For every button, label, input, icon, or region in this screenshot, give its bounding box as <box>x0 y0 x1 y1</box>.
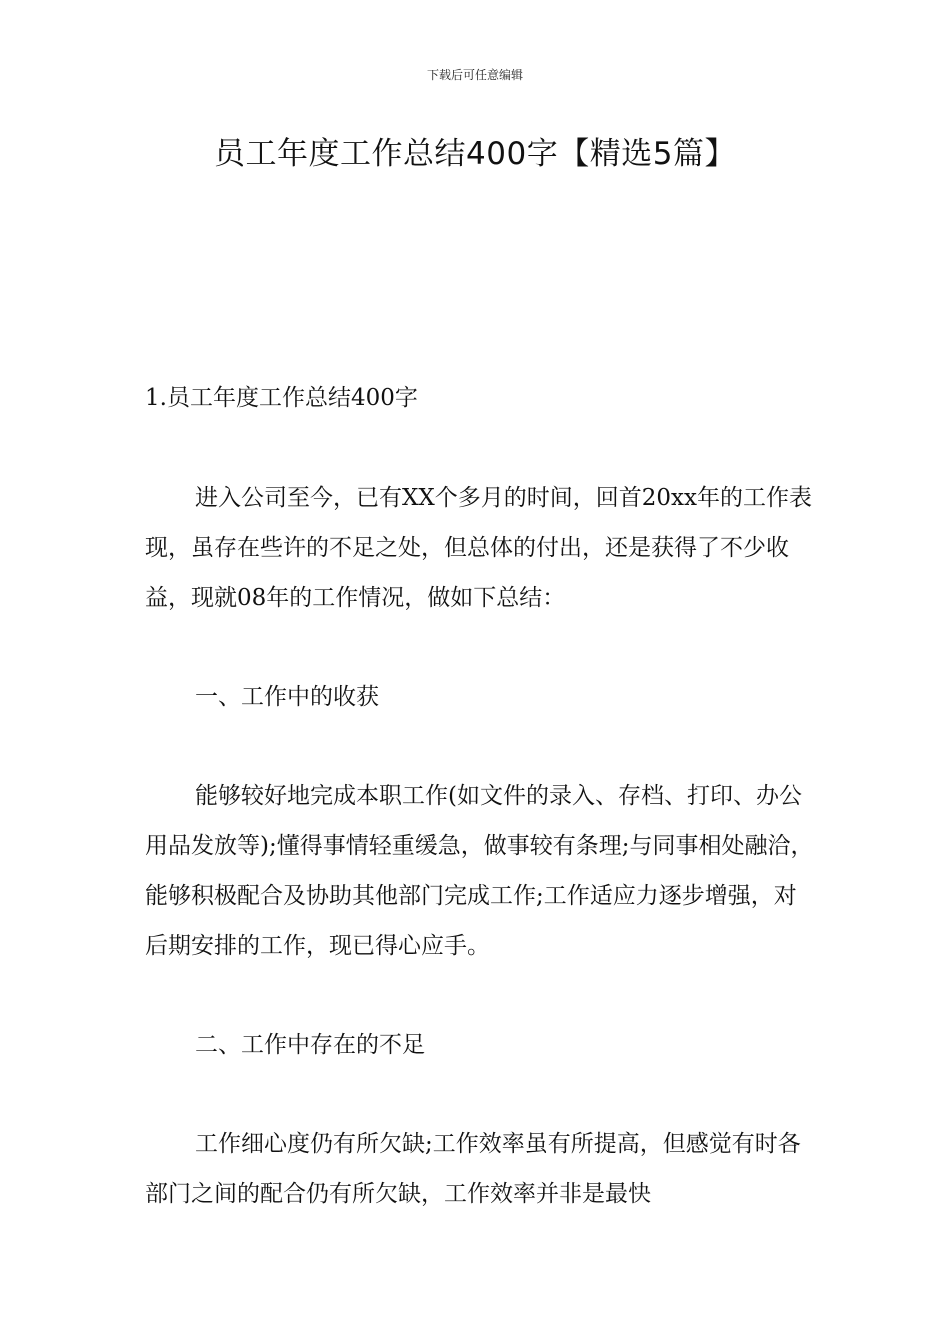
heading-gains: 一、工作中的收获 <box>195 684 379 710</box>
header-note: 下载后可任意编辑 <box>426 68 523 82</box>
heading-shortcomings: 二、工作中存在的不足 <box>195 1032 425 1058</box>
document-title: 员工年度工作总结400字【精选5篇】 <box>214 136 736 172</box>
paragraph-shortcomings: 工作细心度仍有所欠缺;工作效率虽有所提高，但感觉有时各部门之间的配合仍有所欠缺，工作效率并非是最快 <box>145 1131 801 1207</box>
paragraph-intro: 进入公司至今，已有XX个多月的时间，回首20xx年的工作表现，虽存在些许的不足之处，但总体的付出，还是获得了不少收益，现就08年的工作情况，做如下总结： <box>145 485 812 611</box>
paragraph-gains: 能够较好地完成本职工作(如文件的录入、存档、打印、办公用品发放等);懂得事情轻重缓急，做事较有条理;与同事相处融洽，能够积极配合及协助其他部门完成工作;工作适应力逐步增强，对后期安排的工作，现已得心应手。 <box>145 783 814 959</box>
section-title: 1.员工年度工作总结400字 <box>145 385 418 411</box>
